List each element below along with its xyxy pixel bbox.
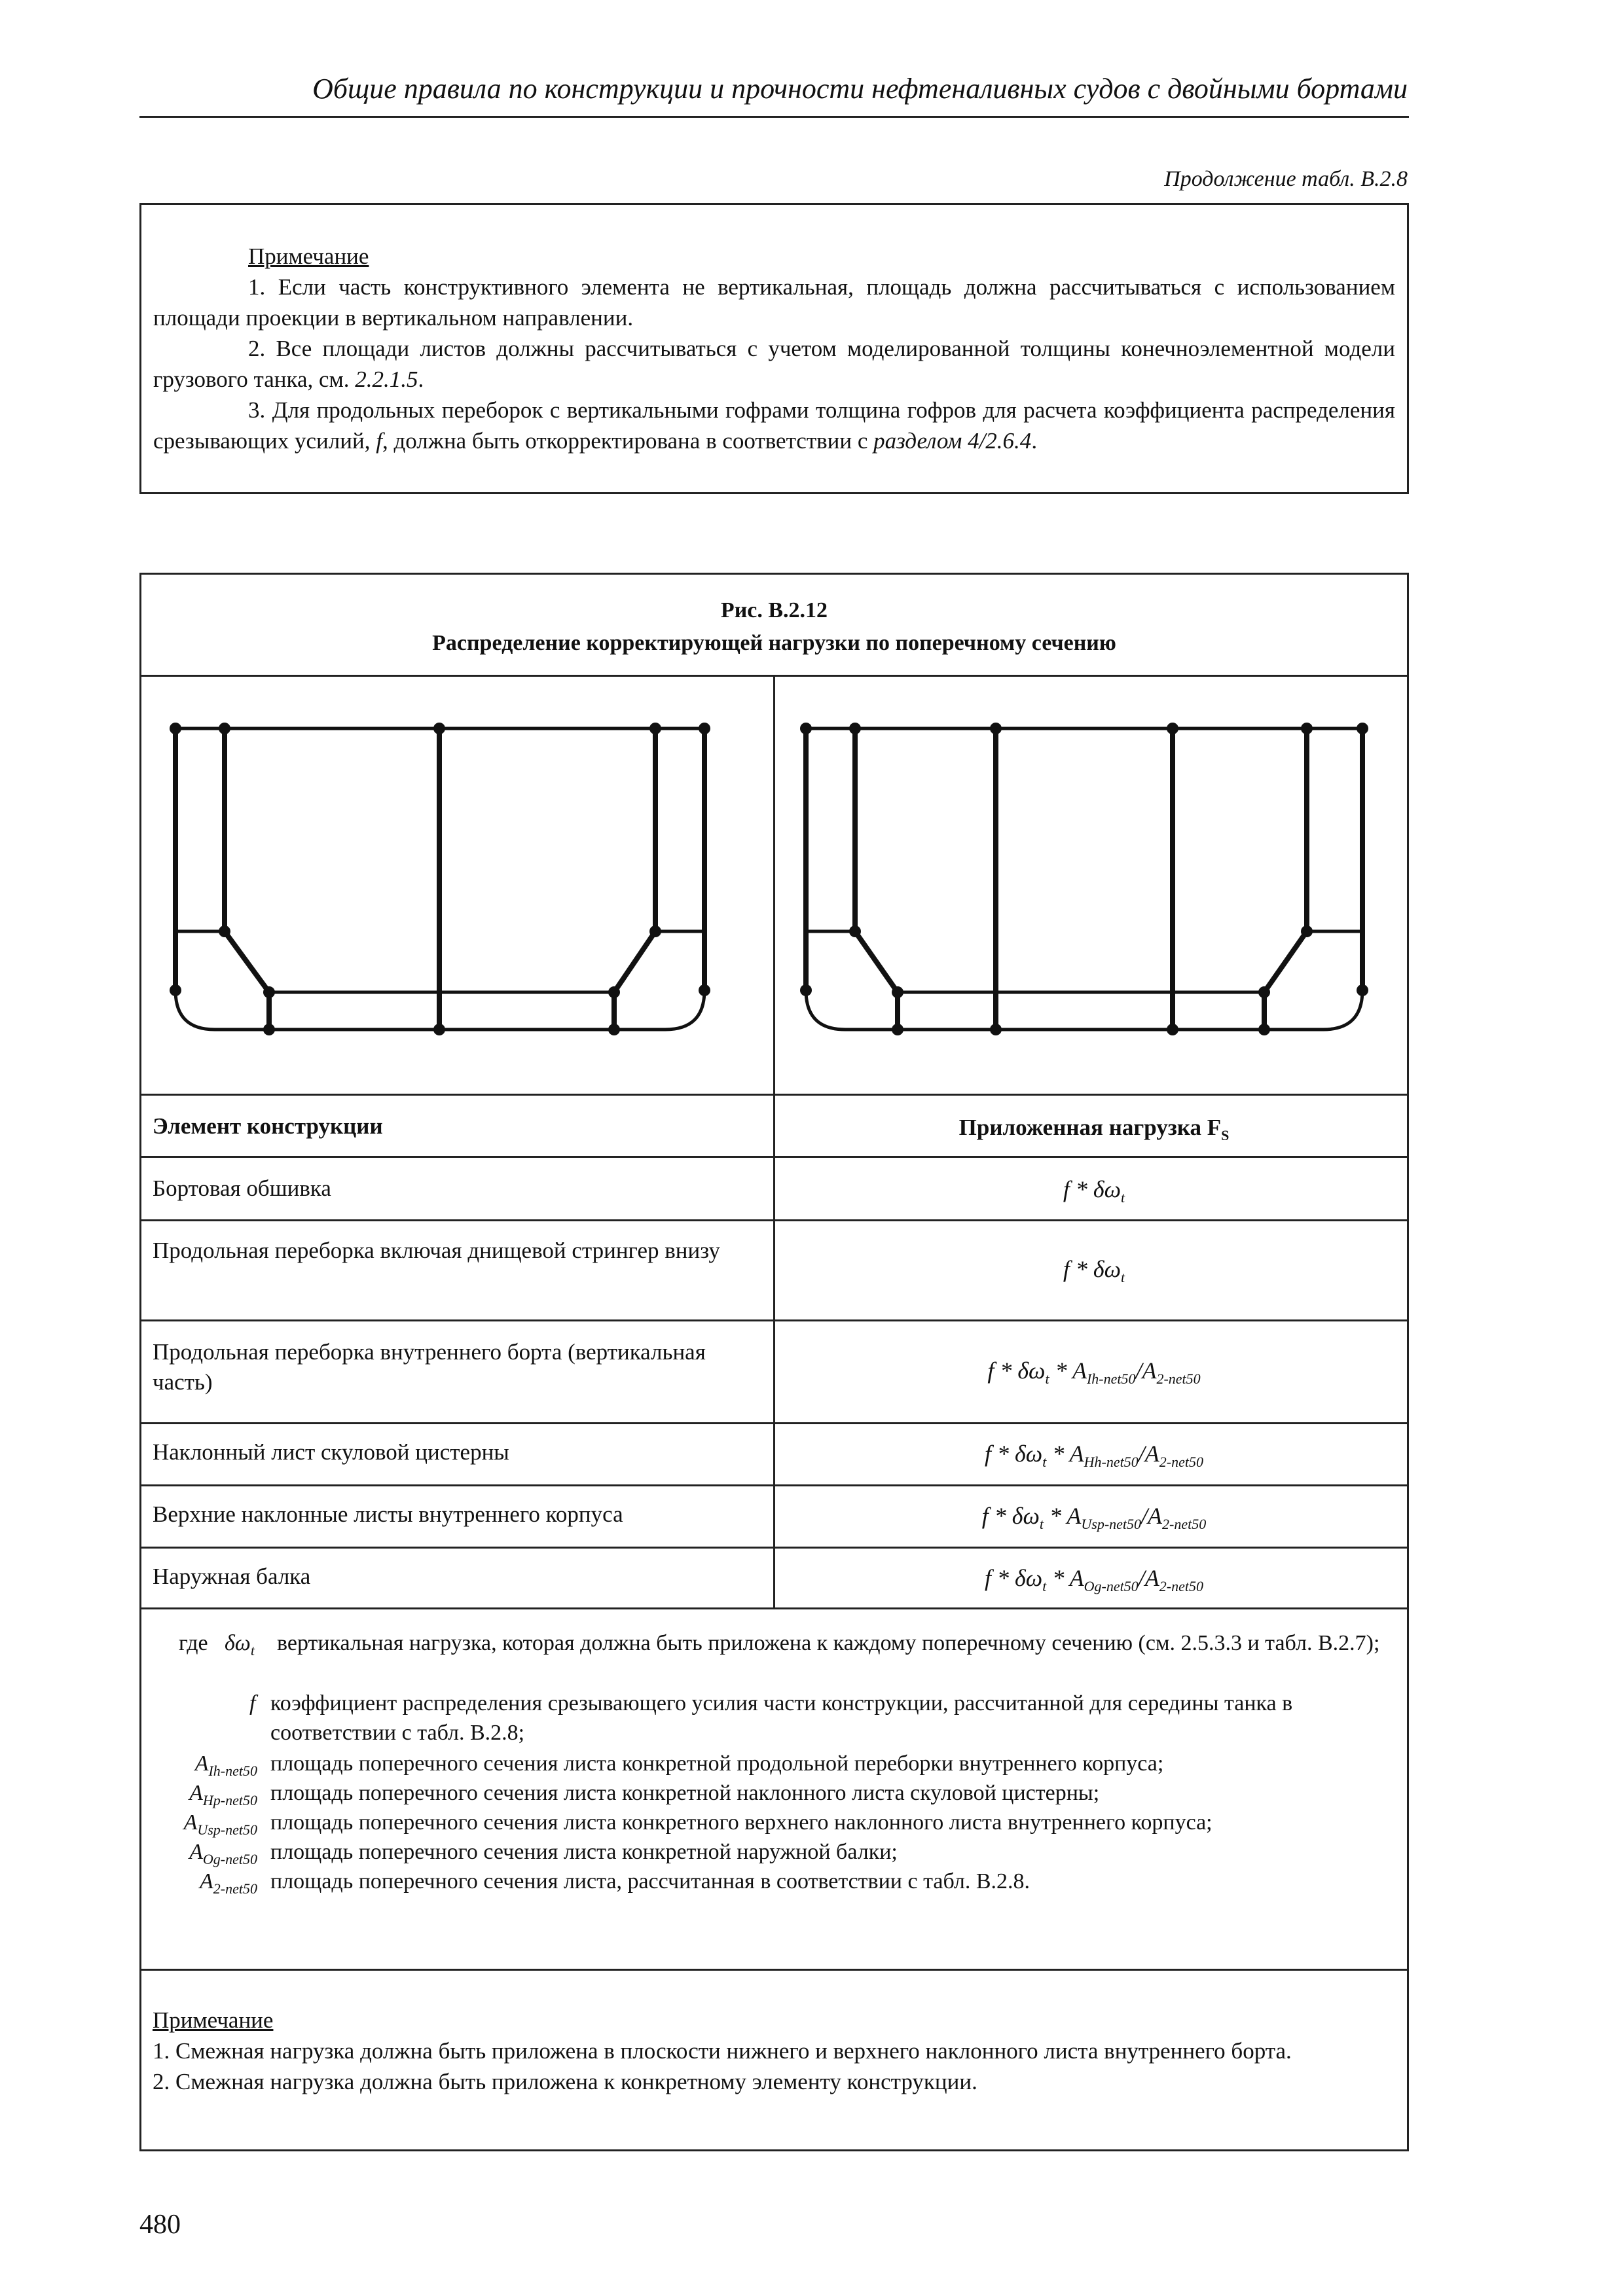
table-row-load: f * $\delta\omega_t$ <box>1063 1176 1125 1206</box>
figure-number: Рис. В.2.12 <box>720 598 828 622</box>
figure-table-box <box>139 573 1409 2151</box>
table-row-load: f * $\delta\omega_t * A_{Ih-net50}/A_{2-net50}$ <box>987 1357 1201 1388</box>
table-row-load: f * $\delta\omega_t * A_{Usp-net50}/A_{2-net50}$ <box>981 1503 1207 1533</box>
note-item-2: 2. Смежная нагрузка должна быть приложена к конкретному элементу конструкции. <box>153 2069 977 2094</box>
where-symbol: $A_{Og-net50}$ <box>189 1840 257 1867</box>
where-symbol: $A_{2-net50}$ <box>200 1869 257 1897</box>
running-header: Общие правила по конструкции и прочности нефтеналивных судов с двойными бортами <box>312 73 1408 105</box>
page-number: 480 <box>139 2210 181 2240</box>
table-row-element: Продольная переборка внутреннего борта (вертикальная часть) <box>153 1339 706 1395</box>
where-desc: площадь поперечного сечения листа конкретной наружной балки; <box>270 1840 898 1864</box>
note-box-top <box>139 203 1409 494</box>
note-item-1: 1. Смежная нагрузка должна быть приложена в плоскости нижнего и верхнего наклонного листа внутреннего борта. <box>153 2038 1292 2064</box>
where-desc: площадь поперечного сечения листа конкретной наклонного листа скуловой цистерны; <box>270 1781 1100 1805</box>
table-row-load: f * $\delta\omega_t * A_{Hh-net50}/A_{2-net50}$ <box>985 1441 1203 1471</box>
note-title: Примечание <box>248 243 369 269</box>
col-header-element: Элемент конструкции <box>153 1113 383 1139</box>
cross-section-diagram-left <box>161 699 750 1072</box>
where-lead: где <box>179 1631 208 1655</box>
note-title: Примечание <box>153 2007 274 2033</box>
table-continuation-label: Продолжение табл. В.2.8 <box>1164 167 1408 191</box>
where-symbol: $A_{Ih-net50}$ <box>194 1751 257 1779</box>
where-symbol: $A_{Hp-net50}$ <box>189 1781 257 1808</box>
table-row-load: f * $\delta\omega_t * A_{Og-net50}/A_{2-net50}$ <box>985 1565 1203 1595</box>
note-item-1: 1. Если часть конструктивного элемента не вертикальная, площадь должна рассчитываться с использованием площади проекции в вертикальном направлении. <box>153 274 1395 331</box>
note-item-2: 2. Все площади листов должны рассчитываться с учетом моделированной толщины конечноэлементной модели грузового танка, см. 2.2.1.5. <box>153 336 1395 392</box>
note-item-3: 3. Для продольных переборок с вертикальными гофрами толщина гофров для расчета коэффициента распределения срезывающих усилий, f, должна быть откорректирована в соответствии с разделом 4/2.6.4. <box>153 397 1395 454</box>
table-row-element: Продольная переборка включая днищевой стрингер внизу <box>153 1238 720 1263</box>
where-desc: коэффициент распределения срезывающего усилия части конструкции, рассчитанной для середины танка в соответствии с табл. В.2.8; <box>270 1691 1293 1745</box>
col-header-load: Приложенная нагрузка $F_S$ <box>958 1115 1230 1143</box>
where-symbol: $\delta\omega_t$ <box>225 1631 255 1659</box>
where-desc: площадь поперечного сечения листа, рассчитанная в соответствии с табл. В.2.8. <box>270 1869 1030 1893</box>
cross-section-diagram-right <box>790 699 1392 1072</box>
table-row-element: Верхние наклонные листы внутреннего корпуса <box>153 1501 623 1527</box>
where-desc: площадь поперечного сечения листа конкретного верхнего наклонного листа внутреннего корпуса; <box>270 1810 1213 1835</box>
figure-caption <box>141 594 1407 660</box>
rule <box>141 1969 1407 1971</box>
table-row-element: Наклонный лист скуловой цистерны <box>153 1439 509 1465</box>
table-row-load: f * $\delta\omega_t$ <box>1063 1256 1125 1286</box>
figure-title: Распределение корректирующей нагрузки по поперечному сечению <box>432 631 1116 655</box>
note-box-bottom <box>153 2005 1396 2097</box>
header-rule <box>139 116 1409 118</box>
table-row-element: Бортовая обшивка <box>153 1175 331 1201</box>
where-symbol: f <box>249 1691 256 1715</box>
where-desc: площадь поперечного сечения листа конкретной продольной переборки внутреннего корпуса; <box>270 1751 1164 1776</box>
where-block <box>153 1628 1396 1896</box>
table-row-element: Наружная балка <box>153 1564 311 1589</box>
column-divider <box>773 675 775 1609</box>
where-symbol: $A_{Usp-net50}$ <box>183 1810 257 1838</box>
where-desc: вертикальная нагрузка, которая должна быть приложена к каждому поперечному сечению (см. 2.5.3.3 и табл. В.2.7); <box>277 1631 1380 1655</box>
